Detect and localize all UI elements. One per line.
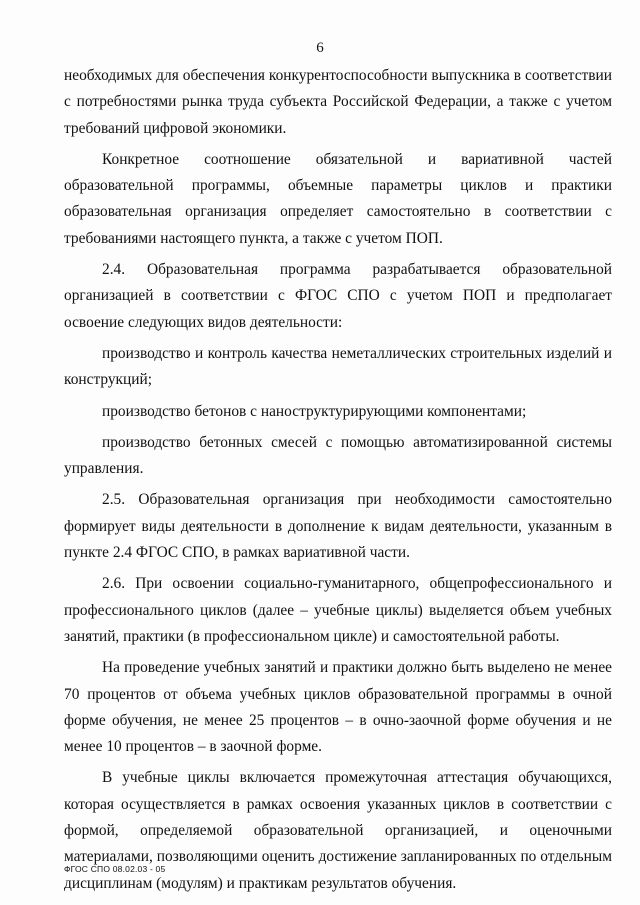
paragraph-attestation: В учебные циклы включается промежуточная аттестация обучающихся, которая осуществляется в рамках освоения указанных циклов в соответствии с формой, определяемой образовательной организацией, и оценочными материалами, позволяющими оценить достижение запланированных по отдельным дисциплинам (модулям) и практикам результатов обучения. bbox=[64, 769, 612, 892]
paragraph-continuation: необходимых для обеспечения конкурентоспособности выпускника в соответствии с потребностями рынка труда субъекта Российской Федерации, а также с учетом требований цифровой экономики. bbox=[64, 67, 612, 137]
paragraph-2-5: 2.5. Образовательная организация при необходимости самостоятельно формирует виды деятельности в дополнение к видам деятельности, указанным в пункте 2.4 ФГОС СПО, в рамках вариативной части. bbox=[64, 491, 612, 562]
activity-item-3: производство бетонных смесей с помощью автоматизированной системы управления. bbox=[64, 433, 612, 478]
activity-item-2: производство бетонов с наноструктурирующими компонентами; bbox=[102, 402, 527, 420]
activity-item-1: производство и контроль качества неметаллических строительных изделий и конструкций; bbox=[64, 344, 612, 389]
document-body bbox=[64, 63, 612, 902]
document-footer-code: ФГОС СПО 08.02.03 - 05 bbox=[64, 864, 166, 874]
paragraph-ratio: Конкретное соотношение обязательной и вариативной частей образовательной программы, объемные параметры циклов и практики образовательная организация определяет самостоятельно в соответствии с требованиями настоящего пункта, а также с учетом ПОП. bbox=[64, 150, 612, 247]
page-number: 6 bbox=[316, 40, 324, 56]
paragraph-2-6: 2.6. При освоении социально-гуманитарного, общепрофессионального и профессионального циклов (далее – учебные циклы) выделяется объем учебных занятий, практики (в профессиональном цикле) и самостоятельной работы. bbox=[64, 575, 612, 645]
paragraph-2-4: 2.4. Образовательная программа разрабатывается образовательной организацией в соответствии с ФГОС СПО с учетом ПОП и предполагает освоение следующих видов деятельности: bbox=[64, 261, 612, 331]
paragraph-percentages: На проведение учебных занятий и практики должно быть выделено не менее 70 процентов от объема учебных циклов образовательной программы в очной форме обучения, не менее 25 процентов – в очно-заочной форме обучения и не менее 10 процентов – в заочной форме. bbox=[64, 659, 612, 756]
